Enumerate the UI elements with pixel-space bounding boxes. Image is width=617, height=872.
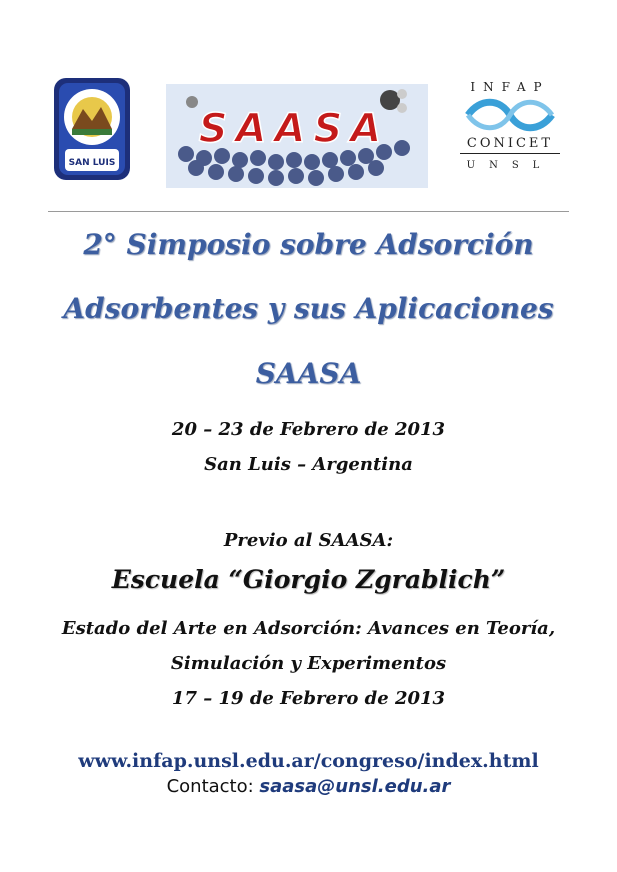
school-intro: Previo al SAASA: — [223, 530, 394, 551]
header-divider — [48, 211, 569, 212]
event-place: San Luis – Argentina — [204, 454, 413, 475]
unsl-logo-bottom-text: SAN LUIS — [68, 158, 116, 168]
congress-url-link[interactable]: www.infap.unsl.edu.ar/congreso/index.html — [78, 750, 539, 772]
event-dates: 20 – 23 de Febrero de 2013 — [171, 419, 446, 440]
saasa-logo-text: SAASA — [198, 106, 390, 152]
school-topic-line-2: Simulación y Experimentos — [170, 653, 447, 674]
contact-email-link[interactable]: saasa@unsl.edu.ar — [259, 776, 451, 797]
school-dates: 17 – 19 de Febrero de 2013 — [171, 688, 446, 709]
contact-label: Contacto: — [166, 776, 254, 797]
infap-logo-middle: CONICET — [460, 136, 560, 154]
title-line-2: Adsorbentes y sus Aplicaciones — [63, 292, 554, 325]
conicet-wave-icon — [460, 98, 560, 132]
infap-logo-bottom: UNSL — [466, 160, 554, 171]
infap-conicet-logo — [460, 80, 560, 180]
unsl-logo — [53, 77, 131, 181]
infap-logo-top: INFAP — [470, 80, 550, 94]
title-line-3: SAASA — [255, 357, 362, 390]
contact-line — [0, 776, 617, 797]
saasa-logo — [166, 84, 428, 188]
school-name: Escuela “Giorgio Zgrablich” — [111, 565, 506, 594]
school-topic-line-1: Estado del Arte en Adsorción: Avances en Teoría, — [61, 618, 556, 639]
title-line-1: 2° Simposio sobre Adsorción — [83, 228, 534, 261]
